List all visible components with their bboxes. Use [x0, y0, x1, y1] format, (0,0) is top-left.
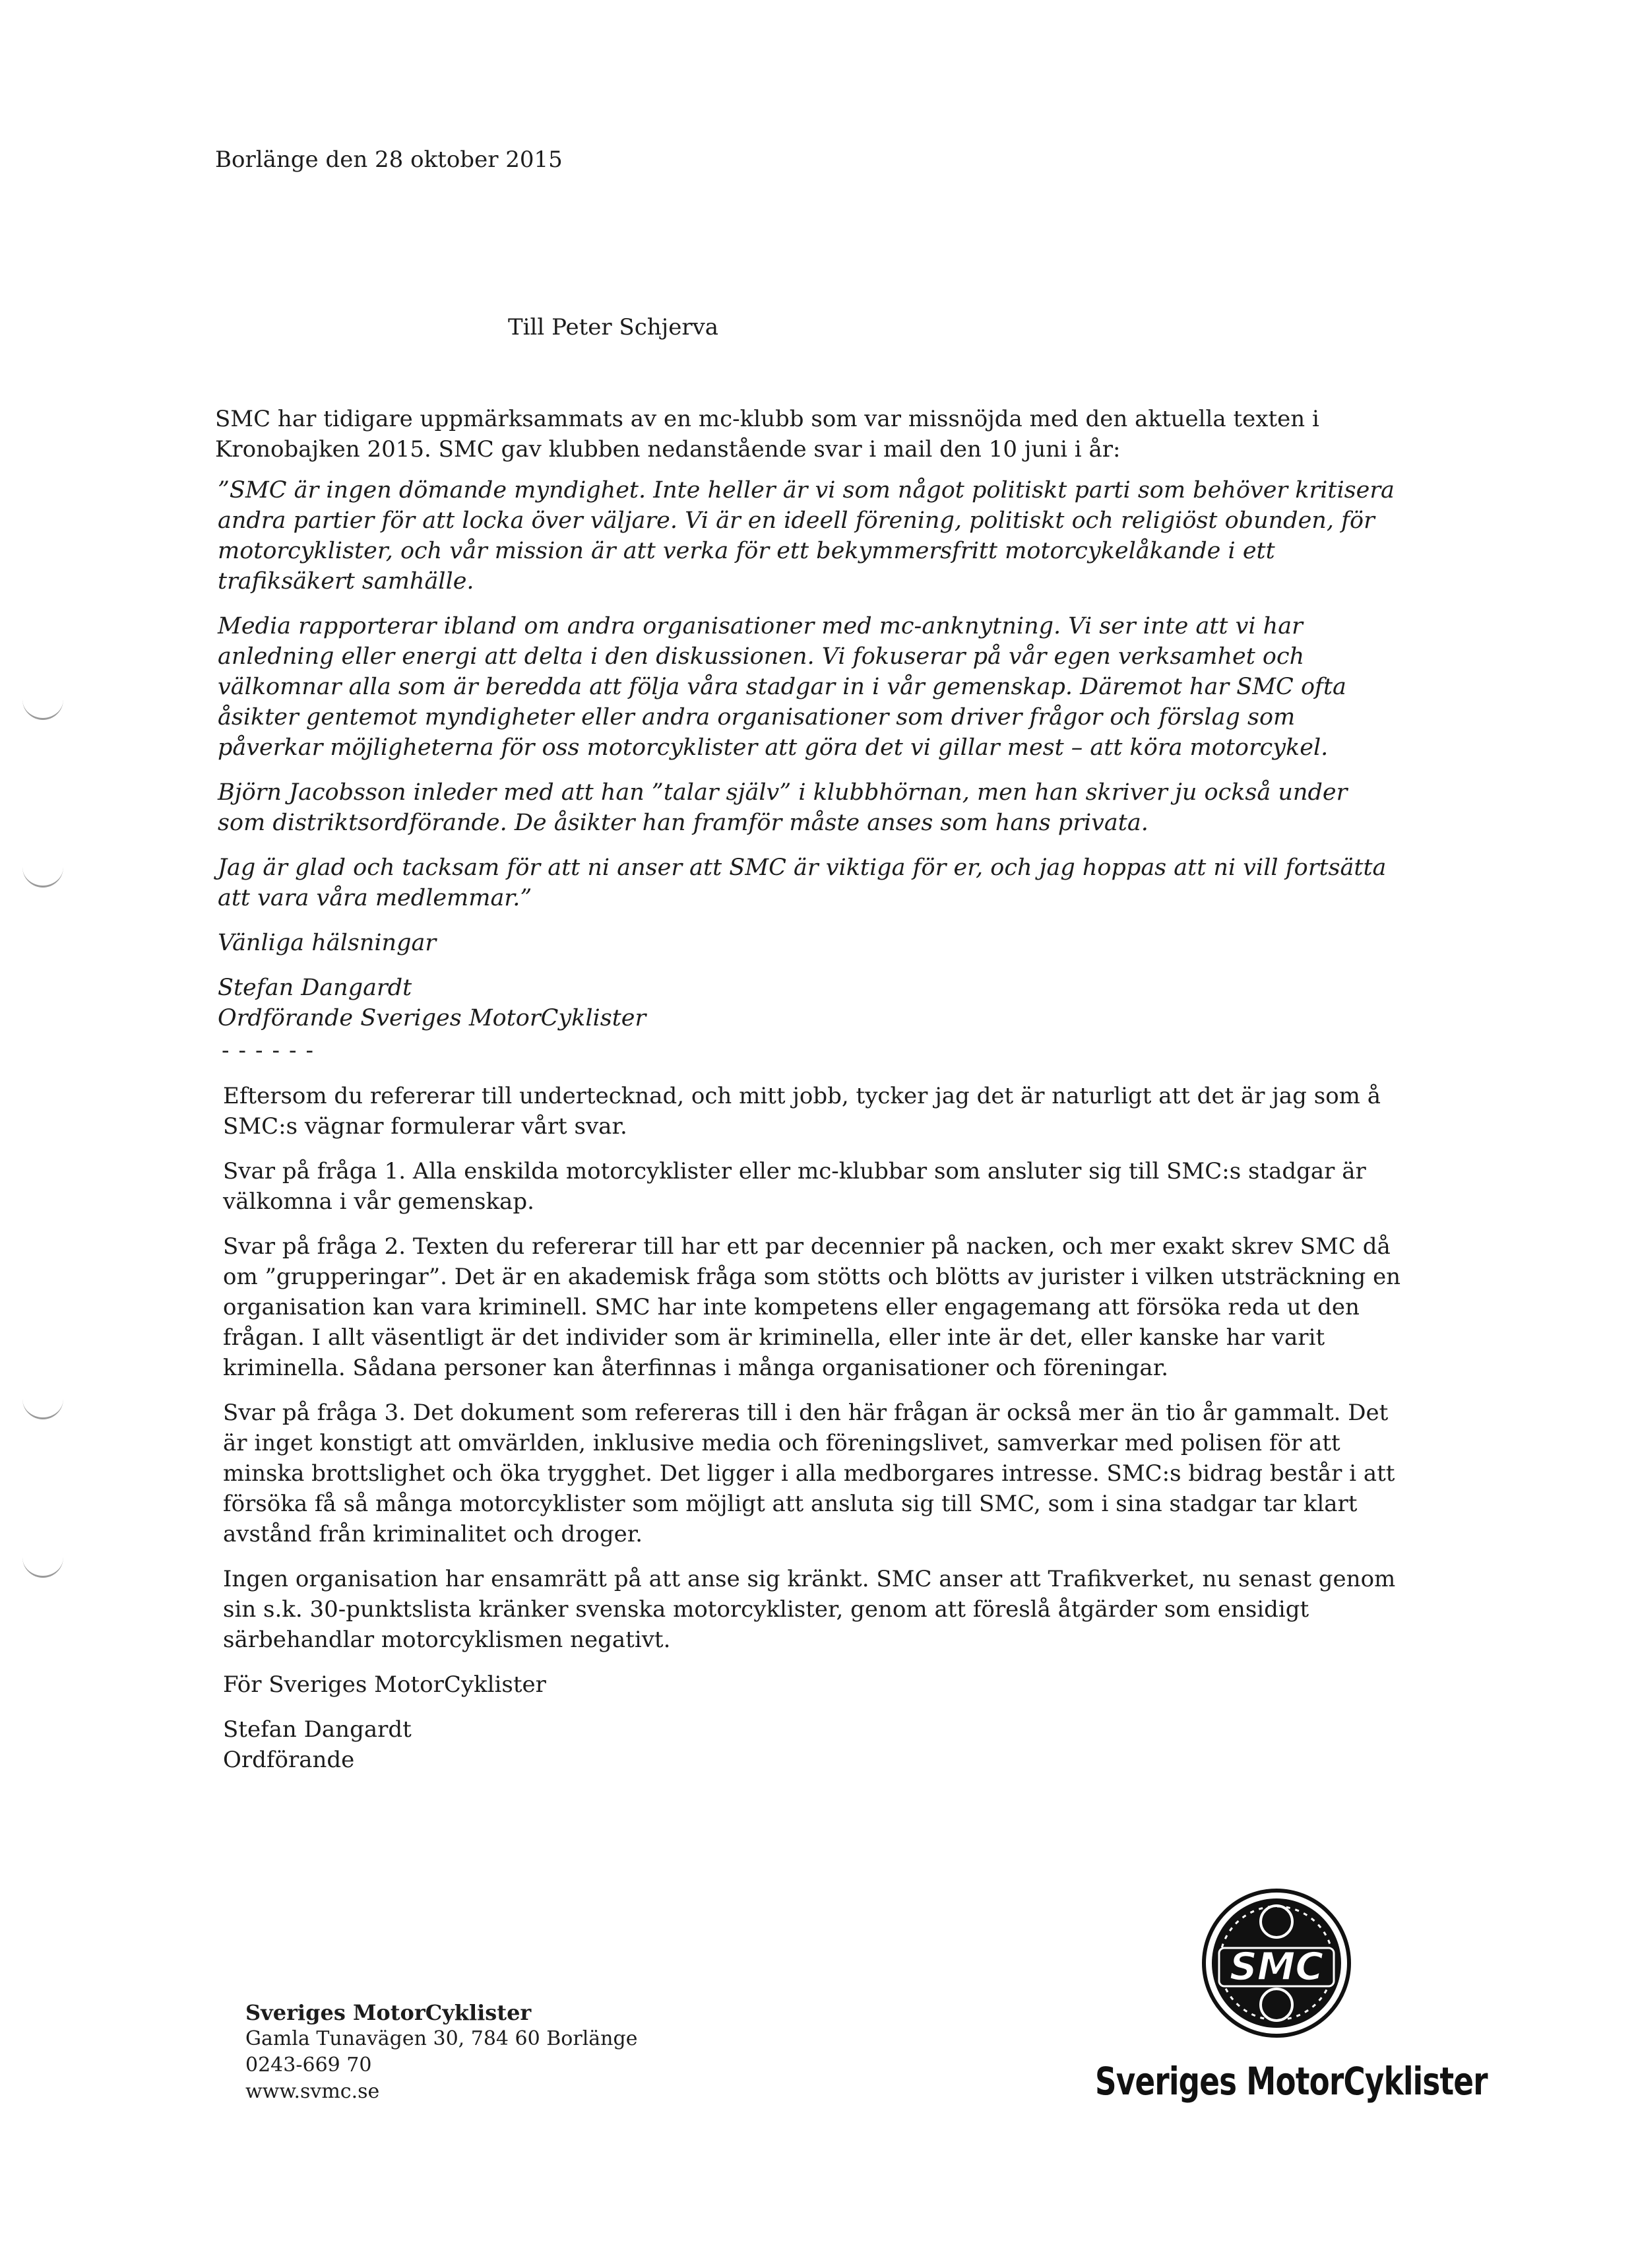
section-separator: ------	[222, 1037, 323, 1064]
quote-paragraph: Media rapporterar ibland om andra organisationer med mc-anknytning. Vi ser inte att vi har anledning eller energi att delta i den diskussionen. Vi fokuserar på vår egen verksamhet och välkomnar alla som är beredda att följa våra stadgar in i vår gemenskap. Däremot har SMC ofta åsikter gentemot myndigheter eller andra organisationer som driver frågor och förslag som påverkar möjligheterna för oss motorcyklister att göra det vi gillar mest – att köra motorcykel.	[218, 613, 1346, 761]
recipient-line: Till Peter Schjerva	[508, 314, 719, 340]
footer-org-name: Sveriges MotorCyklister	[245, 2000, 532, 2025]
quote-signature: Stefan Dangardt Ordförande Sveriges MotorCyklister	[218, 975, 646, 1031]
reply-paragraph: Eftersom du refererar till undertecknad, och mitt jobb, tycker jag det är naturligt att det är jag som å SMC:s vägnar formulerar vårt svar.	[223, 1083, 1381, 1140]
logo-wordmark: Sveriges MotorCyklister	[1095, 2059, 1488, 2104]
footer-phone: 0243-669 70	[245, 2054, 372, 2077]
quote-paragraph: Björn Jacobsson inleder med att han ”talar själv” i klubbhörnan, men han skriver ju också under som distriktsordförande. De åsikter han framför måste anses som hans privata.	[218, 779, 1348, 836]
smc-logo-emblem	[1201, 1887, 1352, 2039]
logo-text: SMC	[1229, 1944, 1324, 1989]
quote-paragraph: ”SMC är ingen dömande myndighet. Inte heller är vi som något politiskt parti som behöver kritisera andra partier för att locka över väljare. Vi är en ideell förening, politiskt och religiöst obunden, för motorcyklister, och vår mission är att verka för ett bekymmersfritt motorcykelåkande i ett trafiksäkert samhälle.	[218, 477, 1395, 595]
date-line: Borlänge den 28 oktober 2015	[215, 146, 563, 173]
smc-logo-icon	[1201, 1887, 1352, 2039]
reply-section	[223, 1081, 1404, 1790]
intro-paragraph: SMC har tidigare uppmärksammats av en mc-klubb som var missnöjda med den aktuella texten i Kronobajken 2015. SMC gav klubben nedanstående svar i mail den 10 juni i år:	[215, 406, 1319, 463]
reply-paragraph: Svar på fråga 3. Det dokument som refereras till i den här frågan är också mer än tio år gammalt. Det är inget konstigt att omvärlden, inklusive media och föreningslivet, samverkar med polisen för att minska brottslighet och öka trygghet. Det ligger i alla medborgares intresse. SMC:s bidrag består i att försöka få så många motorcyklister som möjligt att ansluta sig till SMC, som i sina stadgar tar klart avstånd från kriminalitet och droger.	[223, 1400, 1395, 1547]
quote-greeting: Vänliga hälsningar	[218, 930, 437, 956]
footer-address: Gamla Tunavägen 30, 784 60 Borlänge	[245, 2027, 638, 2050]
punch-hole-mark	[22, 694, 63, 720]
punch-hole-mark	[22, 1552, 63, 1578]
footer-address-block	[245, 1999, 637, 2105]
reply-paragraph: Ingen organisation har ensamrätt på att anse sig kränkt. SMC anser att Trafikverket, nu senast genom sin s.k. 30-punktslista kränker svenska motorcyklister, genom att föreslå åtgärder som ensidigt särbehandlar motorcyklismen negativt.	[223, 1566, 1396, 1653]
reply-signature: Stefan Dangardt Ordförande	[223, 1716, 412, 1773]
punch-hole-mark	[22, 1394, 63, 1419]
punch-hole-mark	[22, 862, 63, 888]
footer-website: www.svmc.se	[245, 2080, 380, 2103]
reply-paragraph: Svar på fråga 1. Alla enskilda motorcyklister eller mc-klubbar som ansluter sig till SMC:s stadgar är välkomna i vår gemenskap.	[223, 1158, 1366, 1215]
quoted-reply	[218, 475, 1399, 1048]
quote-paragraph: Jag är glad och tacksam för att ni anser att SMC är viktiga för er, och jag hoppas att ni vill fortsätta att vara våra medlemmar.”	[218, 855, 1387, 911]
reply-paragraph: Svar på fråga 2. Texten du refererar till har ett par decennier på nacken, och mer exakt skrev SMC då om ”grupperingar”. Det är en akademisk fråga som stötts och blötts av jurister i vilken utsträckning en organisation kan vara kriminell. SMC har inte kompetens eller engagemang att försöka reda ut den frågan. I allt väsentligt är det individer som är kriminella, eller inte är det, eller kanske har varit kriminella. Sådana personer kan återfinnas i många organisationer och föreningar.	[223, 1233, 1401, 1381]
reply-closing: För Sveriges MotorCyklister	[223, 1671, 546, 1698]
